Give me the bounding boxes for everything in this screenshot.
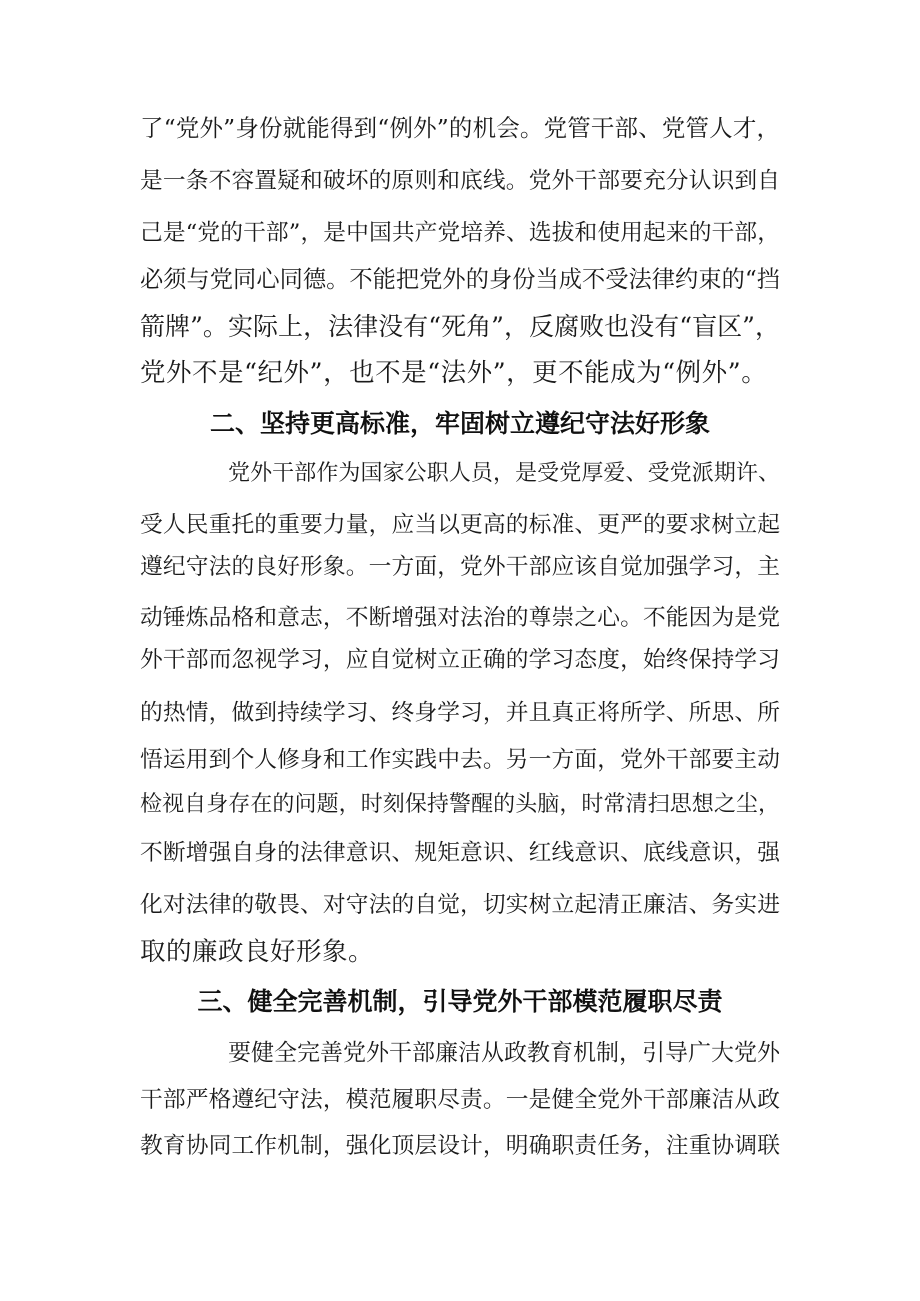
body-text-line: 教育协同工作机制，强化顶层设计，明确职责任务，注重协调联 (140, 1133, 780, 1159)
section-heading: 三、健全完善机制，引导党外干部模范履职尽责 (197, 987, 723, 1016)
body-text-line: 己是“党的干部”，是中国共产党培养、选拔和使用起来的干部， (140, 220, 780, 246)
body-text-line: 必须与党同心同德。不能把党外的身份当成不受法律约束的“挡 (140, 266, 780, 293)
body-text-line: 检视自身存在的问题，时刻保持警醒的头脑，时常清扫思想之尘， (140, 792, 780, 817)
body-text-line: 化对法律的敬畏、对守法的自觉，切实树立起清正廉洁、务实进 (140, 892, 780, 918)
body-text-line: 干部严格遵纪守法，模范履职尽责。一是健全党外干部廉洁从政 (140, 1087, 780, 1113)
body-text-line: 是一条不容置疑和破坏的原则和底线。党外干部要充分认识到自 (140, 168, 780, 194)
body-text-line: 党外不是“纪外”，也不是“法外”，更不能成为“例外”。 (140, 358, 768, 388)
body-text-line: 要健全完善党外干部廉洁从政教育机制，引导广大党外 (228, 1040, 780, 1066)
body-text-line: 悟运用到个人修身和工作实践中去。另一方面，党外干部要主动 (140, 747, 780, 773)
body-text-line: 遵纪守法的良好形象。一方面，党外干部应该自觉加强学习，主 (140, 554, 780, 580)
body-text-line: 取的廉政良好形象。 (140, 937, 375, 967)
body-text-line: 受人民重托的重要力量，应当以更高的标准、更严的要求树立起 (140, 512, 780, 538)
section-heading: 二、坚持更高标准，牢固树立遵纪守法好形象 (209, 409, 710, 438)
body-text-line: 箭牌”。实际上，法律没有“死角”，反腐败也没有“盲区”， (140, 312, 780, 341)
body-text-line: 不断增强自身的法律意识、规矩意识、红线意识、底线意识，强 (140, 840, 780, 866)
body-text-line: 动锤炼品格和意志，不断增强对法治的尊崇之心。不能因为是党 (140, 605, 780, 631)
body-text-line: 的热情，做到持续学习、终身学习，并且真正将所学、所思、所 (140, 700, 780, 726)
body-text-line: 党外干部作为国家公职人员，是受党厚爱、受党派期许、 (228, 461, 780, 486)
body-text-line: 了“党外”身份就能得到“例外”的机会。党管干部、党管人才， (140, 114, 780, 142)
body-text-line: 外干部而忽视学习，应自觉树立正确的学习态度，始终保持学习 (140, 647, 780, 673)
